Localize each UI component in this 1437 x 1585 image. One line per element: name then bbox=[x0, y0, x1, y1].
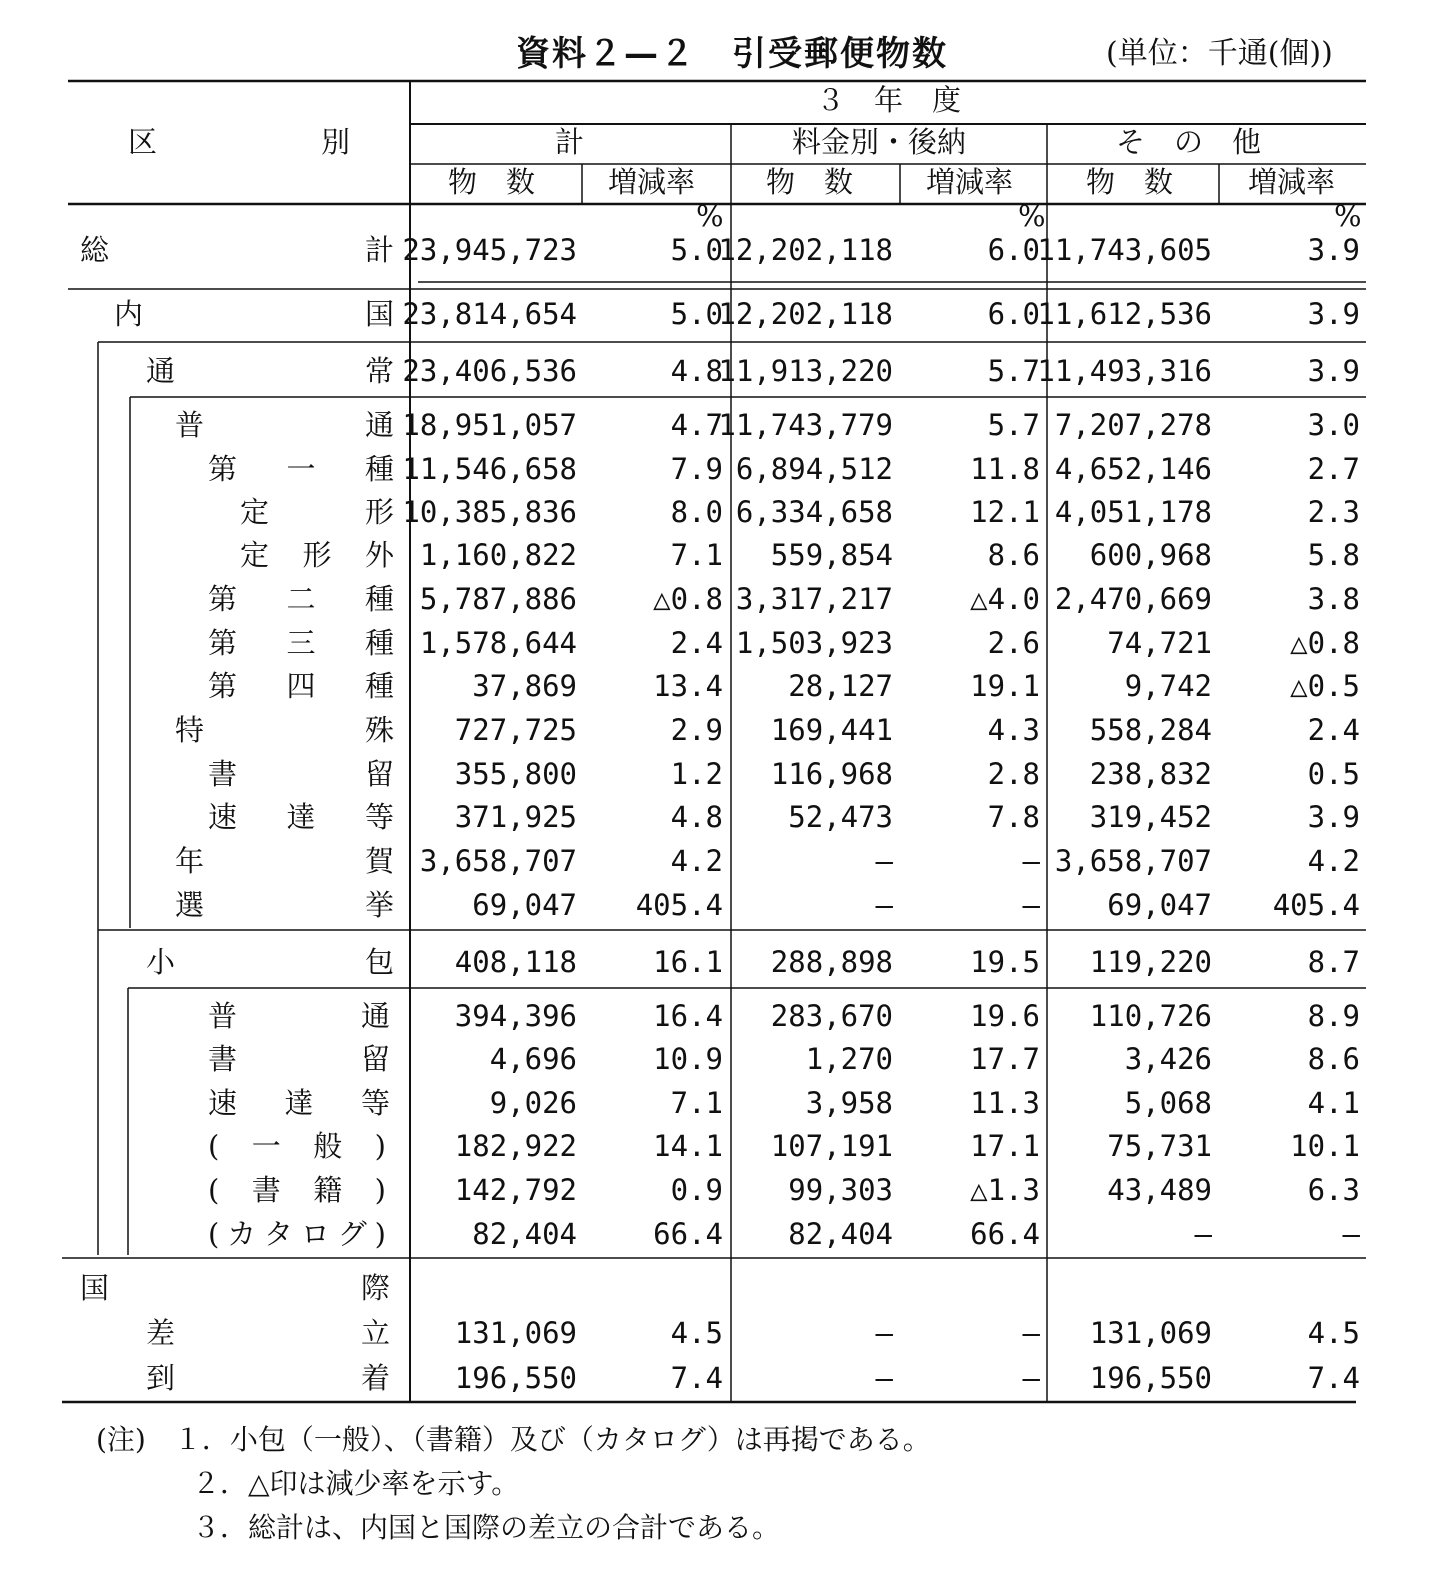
cell-count: 355,800 bbox=[454, 757, 577, 791]
cell-rate: 8.6 bbox=[987, 538, 1040, 572]
header-count: 物 数 bbox=[766, 165, 854, 199]
cell-rate: 2.6 bbox=[987, 626, 1040, 660]
cell-count: 131,069 bbox=[1089, 1316, 1212, 1350]
cell-rate: 3.8 bbox=[1307, 582, 1360, 616]
header-change-rate: 増減率 bbox=[926, 165, 1014, 199]
row-label: 第 二 種 bbox=[208, 582, 394, 616]
cell-rate: 4.3 bbox=[987, 713, 1040, 747]
cell-count: 1,160,822 bbox=[419, 538, 577, 572]
cell-rate: 2.4 bbox=[670, 626, 723, 660]
row-label: 内 国 bbox=[114, 297, 394, 331]
cell-rate: 5.0 bbox=[670, 297, 723, 331]
cell-rate: 3.9 bbox=[1307, 800, 1360, 834]
row-label: 到 着 bbox=[146, 1361, 390, 1395]
cell-rate: 16.1 bbox=[653, 945, 723, 979]
cell-rate: 4.5 bbox=[670, 1316, 723, 1350]
row-label: 定 形 外 bbox=[240, 538, 394, 572]
row-label: 普 通 bbox=[175, 408, 394, 442]
cell-rate: 4.8 bbox=[670, 354, 723, 388]
cell-rate: 0.9 bbox=[670, 1173, 723, 1207]
cell-rate: △0.5 bbox=[1290, 669, 1360, 703]
cell-rate: 5.0 bbox=[670, 233, 723, 267]
cell-rate: 10.1 bbox=[1290, 1129, 1360, 1163]
cell-count: 182,922 bbox=[454, 1129, 577, 1163]
row-label: ( 書 籍 ) bbox=[208, 1173, 386, 1207]
cell-count: 6,894,512 bbox=[735, 452, 893, 486]
row-label: 選 挙 bbox=[175, 888, 394, 922]
cell-count: 5,068 bbox=[1124, 1086, 1212, 1120]
cell-rate: 8.6 bbox=[1307, 1042, 1360, 1076]
unit-label: (単位：千通(個)) bbox=[1106, 36, 1333, 71]
cell-rate: 2.3 bbox=[1307, 495, 1360, 529]
cell-count: 142,792 bbox=[454, 1173, 577, 1207]
cell-rate: 1.2 bbox=[670, 757, 723, 791]
cell-count: 9,026 bbox=[489, 1086, 577, 1120]
cell-rate: 7.8 bbox=[987, 800, 1040, 834]
cell-rate: △1.3 bbox=[970, 1173, 1040, 1207]
row-label: 第 三 種 bbox=[208, 626, 394, 660]
cell-rate: 17.7 bbox=[970, 1042, 1040, 1076]
cell-rate: 3.9 bbox=[1307, 354, 1360, 388]
cell-rate: 405.4 bbox=[635, 888, 723, 922]
cell-rate: 7.9 bbox=[670, 452, 723, 486]
cell-count: 12,202,118 bbox=[718, 297, 893, 331]
cell-count: 82,404 bbox=[788, 1217, 893, 1251]
cell-rate: 19.6 bbox=[970, 999, 1040, 1033]
percent-mark: % bbox=[1018, 199, 1046, 233]
row-label: 総 計 bbox=[80, 233, 394, 267]
cell-count: 3,317,217 bbox=[735, 582, 893, 616]
cell-rate: 19.1 bbox=[970, 669, 1040, 703]
row-label: 通 常 bbox=[146, 354, 394, 388]
row-label: 小 包 bbox=[146, 945, 394, 979]
cell-count: 727,725 bbox=[454, 713, 577, 747]
cell-count: 11,546,658 bbox=[402, 452, 577, 486]
header-group-total: 計 bbox=[555, 125, 585, 159]
row-label: 普 通 bbox=[208, 999, 390, 1033]
cell-rate: 12.1 bbox=[970, 495, 1040, 529]
cell-rate: 4.1 bbox=[1307, 1086, 1360, 1120]
cell-rate: 3.9 bbox=[1307, 233, 1360, 267]
cell-rate: 66.4 bbox=[970, 1217, 1040, 1251]
cell-rate: 8.0 bbox=[670, 495, 723, 529]
cell-count: 82,404 bbox=[472, 1217, 577, 1251]
row-label: 差 立 bbox=[146, 1316, 390, 1350]
cell-rate: 3.9 bbox=[1307, 297, 1360, 331]
cell-count: — bbox=[875, 1361, 893, 1395]
cell-count: 196,550 bbox=[1089, 1361, 1212, 1395]
cell-rate: — bbox=[1022, 844, 1040, 878]
row-label: 年 賀 bbox=[175, 844, 394, 878]
percent-mark: % bbox=[696, 199, 724, 233]
cell-count: 11,913,220 bbox=[718, 354, 893, 388]
cell-count: 3,426 bbox=[1124, 1042, 1212, 1076]
note-3: ３．総計は、内国と国際の差立の合計である。 bbox=[192, 1511, 781, 1544]
row-label: 書 留 bbox=[208, 757, 394, 791]
cell-count: 4,696 bbox=[489, 1042, 577, 1076]
cell-count: 11,493,316 bbox=[1037, 354, 1212, 388]
cell-count: 69,047 bbox=[472, 888, 577, 922]
cell-count: 283,670 bbox=[770, 999, 893, 1033]
cell-count: 18,951,057 bbox=[402, 408, 577, 442]
cell-count: 119,220 bbox=[1089, 945, 1212, 979]
cell-count: 559,854 bbox=[770, 538, 893, 572]
cell-count: 238,832 bbox=[1089, 757, 1212, 791]
cell-count: 23,406,536 bbox=[402, 354, 577, 388]
cell-rate: 17.1 bbox=[970, 1129, 1040, 1163]
cell-count: 28,127 bbox=[788, 669, 893, 703]
header-group-other: そ の 他 bbox=[1116, 125, 1262, 159]
cell-rate: 10.9 bbox=[653, 1042, 723, 1076]
cell-count: 7,207,278 bbox=[1054, 408, 1212, 442]
cell-rate: 7.4 bbox=[670, 1361, 723, 1395]
cell-rate: 5.8 bbox=[1307, 538, 1360, 572]
cell-count: 6,334,658 bbox=[735, 495, 893, 529]
cell-rate: 8.7 bbox=[1307, 945, 1360, 979]
cell-count: 3,658,707 bbox=[1054, 844, 1212, 878]
cell-rate: 4.8 bbox=[670, 800, 723, 834]
note-1: (注) １．小包（一般）、（書籍）及び（カタログ）は再掲である。 bbox=[96, 1423, 931, 1456]
cell-count: 37,869 bbox=[472, 669, 577, 703]
cell-rate: 4.5 bbox=[1307, 1316, 1360, 1350]
cell-count: 371,925 bbox=[454, 800, 577, 834]
cell-count: 3,958 bbox=[805, 1086, 893, 1120]
cell-rate: △0.8 bbox=[653, 582, 723, 616]
cell-rate: 66.4 bbox=[653, 1217, 723, 1251]
cell-rate: — bbox=[1022, 1361, 1040, 1395]
cell-rate: △4.0 bbox=[970, 582, 1040, 616]
row-label: 書 留 bbox=[208, 1042, 390, 1076]
cell-rate: 405.4 bbox=[1272, 888, 1360, 922]
cell-rate: 13.4 bbox=[653, 669, 723, 703]
cell-rate: — bbox=[1022, 1316, 1040, 1350]
row-label: 第 四 種 bbox=[208, 669, 394, 703]
cell-rate: 7.1 bbox=[670, 538, 723, 572]
cell-count: 1,270 bbox=[805, 1042, 893, 1076]
cell-rate: 2.7 bbox=[1307, 452, 1360, 486]
cell-rate: 0.5 bbox=[1307, 757, 1360, 791]
cell-count: 10,385,836 bbox=[402, 495, 577, 529]
percent-mark: % bbox=[1334, 199, 1362, 233]
header-count: 物 数 bbox=[448, 165, 536, 199]
cell-rate: 4.2 bbox=[670, 844, 723, 878]
cell-count: 600,968 bbox=[1089, 538, 1212, 572]
cell-count: 107,191 bbox=[770, 1129, 893, 1163]
cell-count: — bbox=[875, 1316, 893, 1350]
cell-rate: 2.8 bbox=[987, 757, 1040, 791]
header-change-rate: 増減率 bbox=[1248, 165, 1336, 199]
cell-count: — bbox=[875, 844, 893, 878]
cell-count: 23,814,654 bbox=[402, 297, 577, 331]
row-label: 速 達 等 bbox=[208, 800, 394, 834]
cell-rate: 7.1 bbox=[670, 1086, 723, 1120]
cell-rate: 11.8 bbox=[970, 452, 1040, 486]
row-label: 速 達 等 bbox=[208, 1086, 390, 1120]
cell-count: 394,396 bbox=[454, 999, 577, 1033]
row-label: 定 形 bbox=[240, 495, 394, 529]
page-title: 資料２—２ 引受郵便物数 bbox=[516, 34, 948, 74]
header-category: 区 別 bbox=[128, 125, 350, 159]
cell-count: 4,051,178 bbox=[1054, 495, 1212, 529]
note-2: ２．△印は減少率を示す。 bbox=[192, 1467, 520, 1500]
cell-count: 11,743,605 bbox=[1037, 233, 1212, 267]
cell-count: 12,202,118 bbox=[718, 233, 893, 267]
cell-count: 11,743,779 bbox=[718, 408, 893, 442]
cell-rate: 6.3 bbox=[1307, 1173, 1360, 1207]
cell-count: 110,726 bbox=[1089, 999, 1212, 1033]
row-label: 第 一 種 bbox=[208, 452, 394, 486]
cell-rate: — bbox=[1342, 1217, 1360, 1251]
header-change-rate: 増減率 bbox=[608, 165, 696, 199]
cell-rate: 19.5 bbox=[970, 945, 1040, 979]
cell-rate: 4.7 bbox=[670, 408, 723, 442]
cell-rate: 6.0 bbox=[987, 297, 1040, 331]
cell-rate: 3.0 bbox=[1307, 408, 1360, 442]
cell-count: 116,968 bbox=[770, 757, 893, 791]
cell-rate: 2.9 bbox=[670, 713, 723, 747]
cell-count: 69,047 bbox=[1107, 888, 1212, 922]
cell-count: — bbox=[875, 888, 893, 922]
cell-count: 23,945,723 bbox=[402, 233, 577, 267]
cell-count: 9,742 bbox=[1124, 669, 1212, 703]
cell-rate: 14.1 bbox=[653, 1129, 723, 1163]
cell-count: 75,731 bbox=[1107, 1129, 1212, 1163]
cell-count: 1,578,644 bbox=[419, 626, 577, 660]
cell-count: 99,303 bbox=[788, 1173, 893, 1207]
cell-count: 288,898 bbox=[770, 945, 893, 979]
row-label: 国 際 bbox=[80, 1271, 390, 1305]
header-fiscal-year: ３ 年 度 bbox=[816, 83, 962, 117]
row-label: ( カ タ ロ グ ) bbox=[208, 1217, 386, 1251]
row-label: ( 一 般 ) bbox=[208, 1129, 386, 1163]
cell-count: 2,470,669 bbox=[1054, 582, 1212, 616]
cell-rate: 8.9 bbox=[1307, 999, 1360, 1033]
cell-rate: 11.3 bbox=[970, 1086, 1040, 1120]
cell-rate: 5.7 bbox=[987, 408, 1040, 442]
cell-count: 4,652,146 bbox=[1054, 452, 1212, 486]
cell-count: 169,441 bbox=[770, 713, 893, 747]
cell-count: — bbox=[1194, 1217, 1212, 1251]
cell-count: 5,787,886 bbox=[419, 582, 577, 616]
cell-rate: 7.4 bbox=[1307, 1361, 1360, 1395]
cell-rate: 4.2 bbox=[1307, 844, 1360, 878]
cell-rate: 5.7 bbox=[987, 354, 1040, 388]
cell-count: 319,452 bbox=[1089, 800, 1212, 834]
row-label: 特 殊 bbox=[175, 713, 394, 747]
header-count: 物 数 bbox=[1086, 165, 1174, 199]
cell-count: 131,069 bbox=[454, 1316, 577, 1350]
cell-count: 74,721 bbox=[1107, 626, 1212, 660]
cell-rate: △0.8 bbox=[1290, 626, 1360, 660]
cell-count: 558,284 bbox=[1089, 713, 1212, 747]
cell-rate: 6.0 bbox=[987, 233, 1040, 267]
cell-count: 43,489 bbox=[1107, 1173, 1212, 1207]
cell-count: 196,550 bbox=[454, 1361, 577, 1395]
cell-rate: 16.4 bbox=[653, 999, 723, 1033]
cell-count: 1,503,923 bbox=[735, 626, 893, 660]
cell-count: 52,473 bbox=[788, 800, 893, 834]
cell-count: 3,658,707 bbox=[419, 844, 577, 878]
cell-count: 408,118 bbox=[454, 945, 577, 979]
cell-rate: 2.4 bbox=[1307, 713, 1360, 747]
header-group-postage: 料金別・後納 bbox=[792, 125, 967, 159]
cell-count: 11,612,536 bbox=[1037, 297, 1212, 331]
cell-rate: — bbox=[1022, 888, 1040, 922]
